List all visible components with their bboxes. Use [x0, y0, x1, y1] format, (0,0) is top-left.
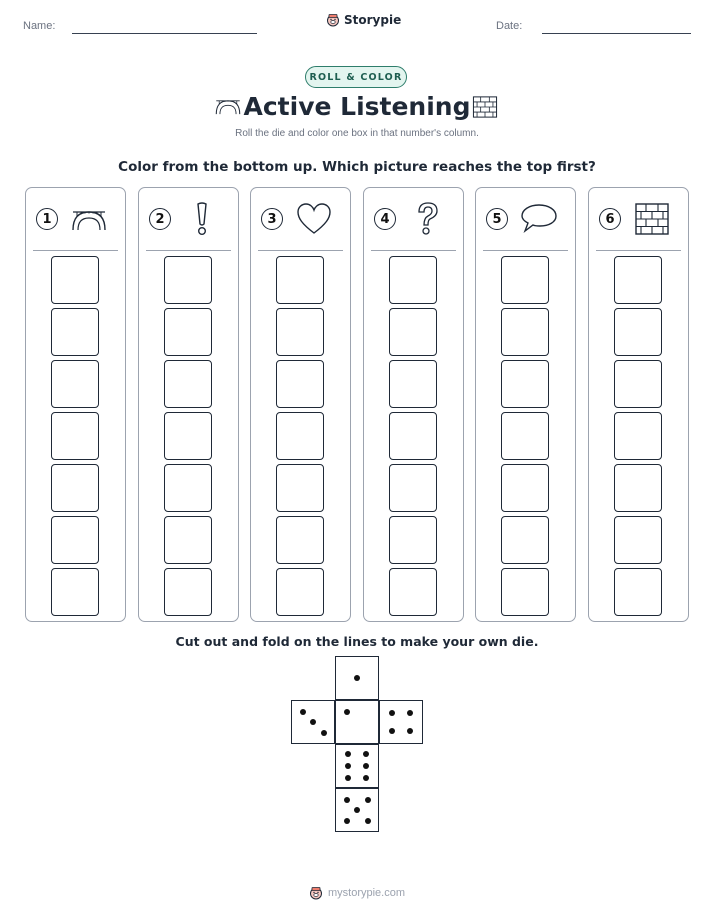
color-box[interactable] — [276, 568, 324, 616]
die-instruction: Cut out and fold on the lines to make your own die. — [175, 634, 539, 649]
die-pip — [300, 709, 306, 715]
die-pip — [344, 709, 350, 715]
color-box[interactable] — [501, 464, 549, 512]
column-header — [149, 202, 229, 238]
color-box[interactable] — [276, 516, 324, 564]
color-box[interactable] — [614, 464, 662, 512]
die-pip — [365, 797, 371, 803]
column-number: 5 — [486, 208, 508, 230]
die-face-bottom[interactable] — [335, 788, 379, 832]
brick-wall-icon — [472, 95, 498, 119]
color-box[interactable] — [276, 256, 324, 304]
color-box[interactable] — [614, 360, 662, 408]
instruction: Color from the bottom up. Which picture reaches the top first? — [118, 159, 596, 175]
die-pip — [389, 710, 395, 716]
color-box[interactable] — [614, 568, 662, 616]
brand-name: Storypie — [344, 13, 402, 27]
die-pip — [363, 775, 369, 781]
die-pip — [354, 807, 360, 813]
die-pip — [363, 751, 369, 757]
color-box[interactable] — [51, 412, 99, 460]
brand-logo — [326, 13, 401, 27]
color-box[interactable] — [51, 308, 99, 356]
column-header — [599, 202, 679, 238]
color-box[interactable] — [164, 308, 212, 356]
color-box[interactable] — [51, 464, 99, 512]
die-face-right[interactable] — [379, 700, 423, 744]
exclamation-icon — [183, 202, 221, 236]
column-2 — [138, 187, 239, 622]
color-box[interactable] — [276, 360, 324, 408]
color-box[interactable] — [389, 360, 437, 408]
die-pip — [345, 775, 351, 781]
color-box[interactable] — [164, 568, 212, 616]
color-box[interactable] — [614, 516, 662, 564]
column-divider — [596, 250, 681, 251]
column-3 — [250, 187, 351, 622]
die-pip — [344, 797, 350, 803]
storypie-pig-icon — [326, 13, 340, 27]
column-number: 3 — [261, 208, 283, 230]
column-5 — [475, 187, 576, 622]
color-box[interactable] — [501, 308, 549, 356]
color-box[interactable] — [389, 256, 437, 304]
color-box[interactable] — [389, 308, 437, 356]
name-label: Name: — [23, 20, 56, 32]
date-label: Date: — [496, 20, 523, 32]
color-box[interactable] — [389, 568, 437, 616]
color-box[interactable] — [389, 464, 437, 512]
die-pip — [344, 818, 350, 824]
die-face-left[interactable] — [291, 700, 335, 744]
page-title: Active Listening — [243, 92, 471, 121]
die-pip — [345, 763, 351, 769]
column-header — [486, 202, 566, 238]
color-box[interactable] — [164, 256, 212, 304]
column-divider — [146, 250, 231, 251]
storypie-pig-icon — [309, 886, 323, 900]
color-box[interactable] — [51, 256, 99, 304]
die-pip — [354, 675, 360, 681]
color-box[interactable] — [614, 256, 662, 304]
color-box[interactable] — [276, 412, 324, 460]
die-pip — [389, 728, 395, 734]
die-pip — [363, 763, 369, 769]
roll-color-badge: ROLL & COLOR — [305, 66, 407, 88]
die-pip — [345, 751, 351, 757]
column-number: 2 — [149, 208, 171, 230]
bridge-icon — [70, 202, 108, 236]
color-box[interactable] — [164, 516, 212, 564]
column-divider — [33, 250, 118, 251]
date-line[interactable] — [542, 33, 691, 34]
color-box[interactable] — [614, 412, 662, 460]
color-box[interactable] — [501, 256, 549, 304]
color-box[interactable] — [501, 412, 549, 460]
color-box[interactable] — [389, 412, 437, 460]
die-face-lower[interactable] — [335, 744, 379, 788]
footer-site[interactable]: mystorypie.com — [327, 887, 406, 899]
footer — [0, 886, 714, 900]
color-box[interactable] — [51, 516, 99, 564]
color-box[interactable] — [501, 360, 549, 408]
column-number: 4 — [374, 208, 396, 230]
speech-bubble-icon — [520, 202, 558, 236]
column-4 — [363, 187, 464, 622]
die-pip — [310, 719, 316, 725]
brick-wall-icon — [633, 202, 671, 236]
name-line[interactable] — [72, 33, 257, 34]
die-face-top[interactable] — [335, 656, 379, 700]
color-box[interactable] — [51, 568, 99, 616]
die-pip — [321, 730, 327, 736]
color-box[interactable] — [614, 308, 662, 356]
color-box[interactable] — [276, 464, 324, 512]
color-box[interactable] — [164, 412, 212, 460]
die-pip — [407, 710, 413, 716]
color-box[interactable] — [389, 516, 437, 564]
column-header — [374, 202, 454, 238]
color-box[interactable] — [164, 360, 212, 408]
color-box[interactable] — [276, 308, 324, 356]
die-face-center[interactable] — [335, 700, 379, 744]
die-pip — [407, 728, 413, 734]
column-1 — [25, 187, 126, 622]
column-header — [261, 202, 341, 238]
color-box[interactable] — [501, 568, 549, 616]
die-pip — [365, 818, 371, 824]
color-box[interactable] — [501, 516, 549, 564]
subtitle: Roll the die and color one box in that number's column. — [235, 128, 479, 139]
column-divider — [258, 250, 343, 251]
column-header — [36, 202, 116, 238]
column-number: 1 — [36, 208, 58, 230]
column-divider — [371, 250, 456, 251]
heart-icon — [295, 202, 333, 236]
column-number: 6 — [599, 208, 621, 230]
color-box[interactable] — [51, 360, 99, 408]
question-icon — [408, 202, 446, 236]
column-divider — [483, 250, 568, 251]
column-6 — [588, 187, 689, 622]
color-box[interactable] — [164, 464, 212, 512]
